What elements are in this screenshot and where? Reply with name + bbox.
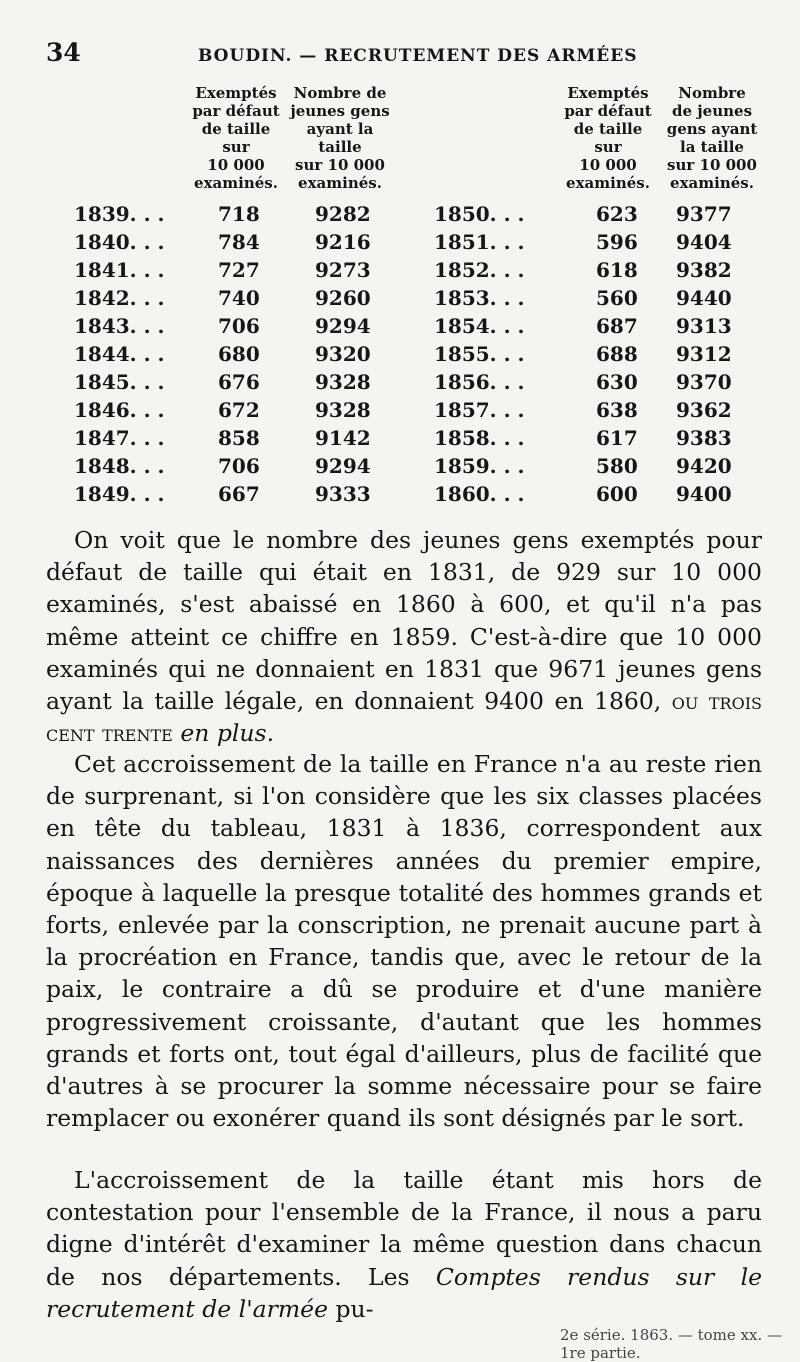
header-line: 10 000 (579, 156, 637, 174)
nombre-cell: 9333 (315, 482, 371, 506)
table-row (0, 426, 800, 454)
header-line: taille (318, 138, 362, 156)
year-cell: 1846. . . (74, 398, 165, 422)
header-line: examinés. (194, 174, 278, 192)
year-cell: 1855. . . (434, 342, 525, 366)
year-cell: 1851. . . (434, 230, 525, 254)
paragraph-text: Cet accroissement de la taille en France n'a au reste rien de surprenant, si l'on considère que les six classes placées en tête du tableau, 1831 à 1836, correspondent aux naissances des dernières années du premier empire, époque à laquelle la presque totalité des hommes grands et forts, enlevée par la conscription, ne prenait aucune part à la procréation en France, tandis que, avec le retour de la paix, le contraire a dû se produire et d'une manière progressivement croissante, d'autant que les hommes grands et forts ont, tout égal d'ailleurs, plus de facilité que d'autres à se procurer la somme nécessaire pour se faire remplacer ou exonérer quand ils sont désignés par le sort. (46, 750, 762, 1133)
exemptes-cell: 596 (596, 230, 638, 254)
exemptes-cell: 858 (218, 426, 260, 450)
header-line: sur (222, 138, 250, 156)
exemptes-cell: 600 (596, 482, 638, 506)
exemptes-cell: 680 (218, 342, 260, 366)
header-line: gens ayant (666, 120, 758, 138)
table-row (0, 454, 800, 482)
year-cell: 1848. . . (74, 454, 165, 478)
exemptes-cell: 706 (218, 454, 260, 478)
nombre-cell: 9377 (676, 202, 732, 226)
table-row (0, 230, 800, 258)
exemptes-cell: 580 (596, 454, 638, 478)
exemptes-cell: 638 (596, 398, 638, 422)
year-cell: 1849. . . (74, 482, 165, 506)
exemptes-cell: 687 (596, 314, 638, 338)
year-cell: 1857. . . (434, 398, 525, 422)
paragraph-1 (46, 524, 762, 749)
year-cell: 1844. . . (74, 342, 165, 366)
header-line: de taille (573, 120, 643, 138)
exemptes-cell: 727 (218, 258, 260, 282)
smallcaps-text: ou trois cent trente (46, 687, 762, 748)
header-line: Exemptés (195, 84, 277, 102)
header-line: de jeunes (671, 102, 753, 120)
year-cell: 1839. . . (74, 202, 165, 226)
header-nombre-left (290, 84, 390, 192)
year-cell: 1853. . . (434, 286, 525, 310)
exemptes-cell: 740 (218, 286, 260, 310)
exemptes-cell: 688 (596, 342, 638, 366)
exemptes-cell: 623 (596, 202, 638, 226)
nombre-cell: 9328 (315, 398, 371, 422)
nombre-cell: 9312 (676, 342, 732, 366)
table-row (0, 314, 800, 342)
header-exemptes-right (560, 84, 656, 192)
header-line: la taille (680, 138, 744, 156)
nombre-cell: 9313 (676, 314, 732, 338)
exemptes-cell: 630 (596, 370, 638, 394)
year-cell: 1854. . . (434, 314, 525, 338)
year-cell: 1856. . . (434, 370, 525, 394)
table-row (0, 482, 800, 510)
exemptes-cell: 672 (218, 398, 260, 422)
paragraph-text: On voit que le nombre des jeunes gens exemptés pour défaut de taille qui était en 1831, de 929 sur 10 000 examinés, s'est abaissé en 1860 à 600, et qu'il n'a pas même atteint ce chiffre en 1859. C'est-à-dire que 10 000 examinés qui ne donnaient en 1831 que 9671 jeunes gens ayant la taille légale, en donnaient 9400 en 1860, (46, 526, 762, 716)
nombre-cell: 9370 (676, 370, 732, 394)
nombre-cell: 9320 (315, 342, 371, 366)
year-cell: 1860. . . (434, 482, 525, 506)
nombre-cell: 9404 (676, 230, 732, 254)
paragraph-text: pu- (328, 1294, 374, 1323)
nombre-cell: 9282 (315, 202, 371, 226)
header-line: examinés. (566, 174, 650, 192)
header-line: sur (594, 138, 622, 156)
header-line: ayant la (306, 120, 374, 138)
year-cell: 1859. . . (434, 454, 525, 478)
nombre-cell: 9362 (676, 398, 732, 422)
nombre-cell: 9273 (315, 258, 371, 282)
header-line: examinés. (298, 174, 382, 192)
table-row (0, 370, 800, 398)
header-line: par défaut (564, 102, 652, 120)
year-cell: 1847. . . (74, 426, 165, 450)
header-line: Nombre (678, 84, 746, 102)
header-line: 10 000 (207, 156, 265, 174)
table-row (0, 258, 800, 286)
paragraph-3 (46, 1164, 762, 1325)
italic-text: Comptes rendus sur le recrutement de l'armée (46, 1262, 762, 1323)
page-number: 34 (46, 38, 81, 67)
exemptes-cell: 560 (596, 286, 638, 310)
table-row (0, 202, 800, 230)
nombre-cell: 9294 (315, 454, 371, 478)
year-cell: 1841. . . (74, 258, 165, 282)
nombre-cell: 9382 (676, 258, 732, 282)
page-header (46, 38, 760, 68)
header-line: par défaut (192, 102, 280, 120)
nombre-cell: 9440 (676, 286, 732, 310)
nombre-cell: 9142 (315, 426, 371, 450)
paragraph-2 (46, 748, 762, 1134)
header-line: Exemptés (567, 84, 649, 102)
nombre-cell: 9400 (676, 482, 732, 506)
header-exemptes-left (188, 84, 284, 192)
nombre-cell: 9420 (676, 454, 732, 478)
signature-mark: 2e série. 1863. — tome xx. — 1re partie. (560, 1326, 783, 1362)
header-line: de taille (201, 120, 271, 138)
exemptes-cell: 718 (218, 202, 260, 226)
nombre-cell: 9383 (676, 426, 732, 450)
exemptes-cell: 784 (218, 230, 260, 254)
header-nombre-right (662, 84, 762, 192)
exemptes-cell: 676 (218, 370, 260, 394)
header-line: examinés. (670, 174, 754, 192)
nombre-cell: 9260 (315, 286, 371, 310)
table-row (0, 286, 800, 314)
italic-text: en plus. (180, 719, 275, 748)
page-footer (0, 1326, 800, 1362)
year-cell: 1852. . . (434, 258, 525, 282)
table-row (0, 342, 800, 370)
table-row (0, 398, 800, 426)
year-cell: 1843. . . (74, 314, 165, 338)
nombre-cell: 9328 (315, 370, 371, 394)
exemptes-cell: 706 (218, 314, 260, 338)
year-cell: 1845. . . (74, 370, 165, 394)
nombre-cell: 9294 (315, 314, 371, 338)
year-cell: 1850. . . (434, 202, 525, 226)
header-line: Nombre de (293, 84, 387, 102)
exemptes-cell: 667 (218, 482, 260, 506)
year-cell: 1842. . . (74, 286, 165, 310)
exemptes-cell: 618 (596, 258, 638, 282)
year-cell: 1858. . . (434, 426, 525, 450)
running-title: BOUDIN. — RECRUTEMENT DES ARMÉES (198, 46, 638, 66)
header-line: sur 10 000 (667, 156, 757, 174)
header-line: sur 10 000 (295, 156, 385, 174)
header-line: jeunes gens (290, 102, 390, 120)
paragraph-text: L'accroissement de la taille étant mis hors de contestation pour l'ensemble de la France, il nous a paru digne d'intérêt d'examiner la même question dans chacun de nos départements. Les (46, 1166, 762, 1291)
nombre-cell: 9216 (315, 230, 371, 254)
year-cell: 1840. . . (74, 230, 165, 254)
exemptes-cell: 617 (596, 426, 638, 450)
